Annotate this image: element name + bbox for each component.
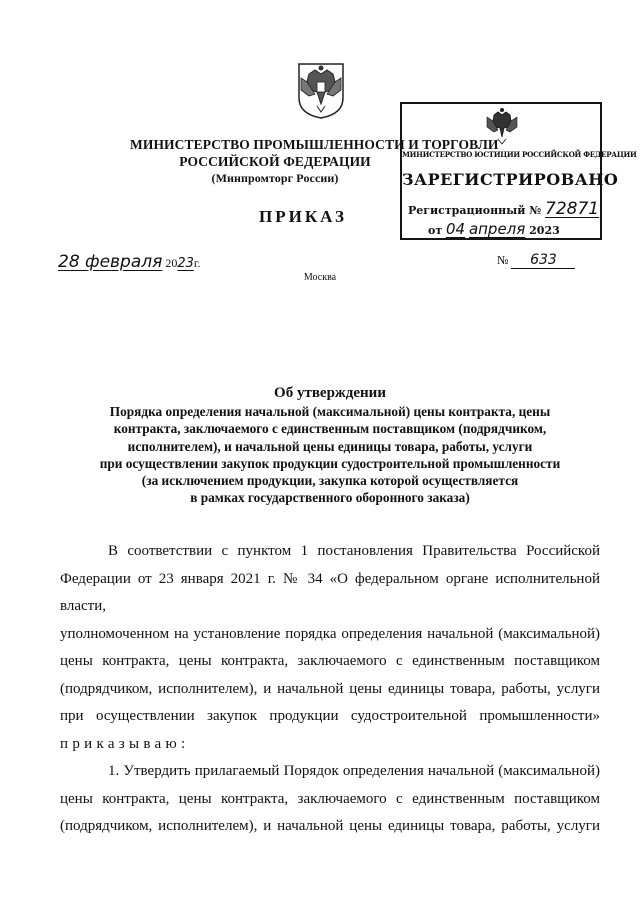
body-line-2: Федерации от 23 января 2021 г. № 34 «О федеральном органе исполнительной власти, bbox=[60, 570, 600, 614]
title-line-2: Порядка определения начальной (максимальной) цены контракта, цены bbox=[109, 404, 551, 420]
ministry-name-line1: МИНИСТЕРСТВО ПРОМЫШЛЕННОСТИ И ТОРГОВЛИ bbox=[130, 137, 499, 152]
stamp-date-row bbox=[428, 220, 560, 238]
city: Москва bbox=[303, 272, 337, 283]
double-headed-eagle-icon bbox=[291, 60, 351, 120]
stamp-date-month: апреля bbox=[468, 220, 526, 238]
body-line-8: 1. Утвердить прилагаемый Порядок определения начальной (максимальной) bbox=[108, 763, 600, 779]
body-line-7: приказываю: bbox=[60, 735, 190, 752]
stamp-date-prefix: от bbox=[428, 224, 443, 237]
order-date-year-prefix: 20 bbox=[165, 256, 178, 270]
order-date bbox=[58, 252, 200, 272]
order-number-value: 633 bbox=[511, 252, 575, 269]
order-number bbox=[497, 252, 575, 269]
title-line-6: (за исключением продукции, закупка которой осуществляется bbox=[141, 473, 519, 489]
body-line-6: при осуществлении закупок продукции судостроительной промышленности» bbox=[60, 708, 600, 724]
order-date-handwritten: 28 февраля bbox=[58, 252, 163, 272]
ministry-short-name: (Минпромторг России) bbox=[211, 171, 339, 185]
title-line-1: Об утверждении bbox=[274, 385, 386, 401]
ministry-header bbox=[130, 136, 499, 187]
title-line-4: исполнителем), и начальной цены единицы товара, работы, услуги bbox=[127, 438, 533, 454]
stamp-registration-number: 72871 bbox=[545, 199, 600, 219]
title-line-7: в рамках государственного оборонного заказа) bbox=[190, 490, 470, 506]
coat-of-arms-emblem bbox=[291, 60, 351, 120]
stamp-registration-number-row bbox=[408, 199, 599, 219]
title-line-3: контракта, заключаемого с единственным поставщиком (подрядчиком, bbox=[113, 421, 547, 437]
document-type: ПРИКАЗ bbox=[259, 207, 347, 226]
registration-stamp bbox=[400, 102, 637, 240]
order-date-year-hand: 23 bbox=[177, 256, 194, 271]
document-title bbox=[60, 385, 600, 506]
order-number-label: № bbox=[497, 253, 509, 267]
body-line-3: уполномоченном на установление порядка определения начальной (максимальной) bbox=[60, 625, 600, 642]
ministry-name-line2: РОССИЙСКОЙ ФЕДЕРАЦИИ bbox=[179, 154, 371, 169]
stamp-date-year: 2023 bbox=[529, 224, 560, 237]
body-line-1: В соответствии с пунктом 1 постановления Правительства Российской bbox=[108, 543, 600, 559]
stamp-status: ЗАРЕГИСТРИРОВАНО bbox=[402, 170, 619, 189]
body-line-5: (подрядчиком, исполнителем), и начальной цены единицы товара, работы, услуги bbox=[60, 680, 600, 697]
title-line-5: при осуществлении закупок продукции судостроительной промышленности bbox=[99, 455, 561, 471]
body-line-10: (подрядчиком, исполнителем), и начальной цены единицы товара, работы, услуги bbox=[60, 818, 600, 834]
stamp-organization: МИНИСТЕРСТВО ЮСТИЦИИ РОССИЙСКОЙ ФЕДЕРАЦИИ bbox=[402, 150, 637, 159]
order-date-suffix: г. bbox=[193, 256, 201, 270]
body-line-9: цены контракта, цены контракта, заключаемого с единственным поставщиком bbox=[60, 790, 600, 807]
stamp-eagle-icon bbox=[484, 107, 520, 145]
body-line-4: цены контракта, цены контракта, заключаемого с единственным поставщиком bbox=[60, 653, 600, 669]
stamp-date-day: 04 bbox=[446, 220, 466, 238]
stamp-registration-label: Регистрационный № bbox=[408, 204, 542, 217]
document-body bbox=[60, 538, 600, 841]
